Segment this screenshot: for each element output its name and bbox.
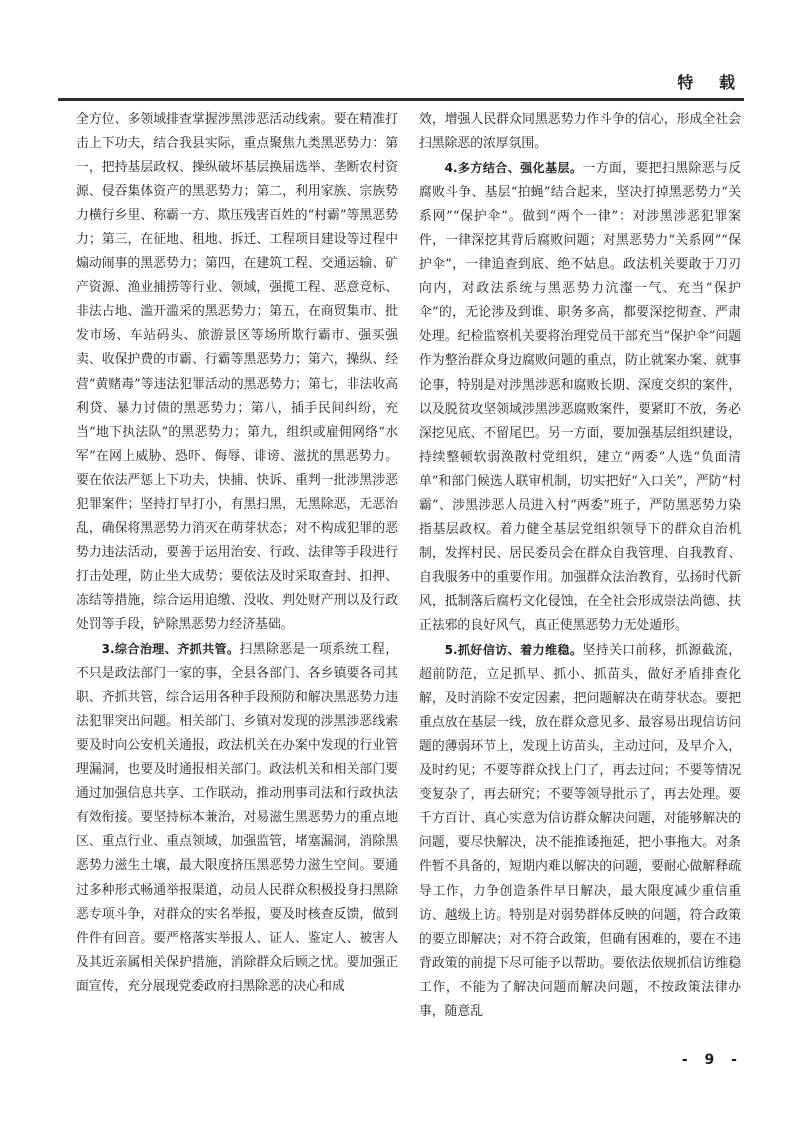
section-heading: 3.综合治理、齐抓共管。: [101, 642, 240, 657]
section-heading: 5.抓好信访、着力维稳。: [444, 643, 583, 658]
page-number: - 9 -: [681, 1052, 743, 1068]
section-heading: 4.多方结合、强化基层。: [444, 161, 583, 176]
paragraph-section-4: [419, 156, 741, 638]
left-column: [76, 108, 398, 999]
paragraph-text: 一方面，要把扫黑除恶与反腐败斗争、基层“拍蝇”结合起来，坚决打掉黑恶势力“关系网”“保护伞”。做到“两个一律”：对涉黑涉恶犯罪案件，一律深挖其背后腐败问题；对黑恶势力“关系网”“保护伞”，一律追查到底、绝不姑息。政法机关要敢于刀刃向内，对政法系统与黑恶势力沆瀣一气、充当“保护伞”的，无论涉及到谁、职务多高，都要深挖彻查、严肃处理。纪检监察机关要将治理党员干部充当“保护伞”问题作为整治群众身边腐败问题的重点，防止就案办案、就事论事，特别是对涉黑涉恶和腐败长期、深度交织的案件，以及脱贫攻坚领域涉黑涉恶腐败案件，要紧盯不放，务必深挖见底、不留尾巴。另一方面，要加强基层组织建设，持续整顿软弱涣散村党组织，建立“两委”人选“负面清单”和部门候选人联审机制，切实把好“入口关”，严防“村霸”、涉黑涉恶人员进入村“两委”班子，严防黑恶势力染指基层政权。着力健全基层党组织领导下的群众自治机制，发挥村民、居民委员会在群众自我管理、自我教育、自我服务中的重要作用。加强群众法治教育，弘扬时代新风，抵制落后腐朽文化侵蚀，在全社会形成崇法尚德、扶正祛邪的良好风气，真正使黑恶势力无处遁形。: [419, 161, 741, 633]
paragraph-text: 坚持关口前移，抓源截流，超前防范，立足抓早、抓小、抓苗头，做好矛盾排查化解，及时消除不安定因素，把问题解决在萌芽状态。要把重点放在基层一线，放在群众意见多、最容易出现信访问题的薄弱环节上，发现上访苗头，主动过问，及早介入，及时约见；不要等群众找上门了，再去过问；不要等情况变复杂了，再去研究；不要等领导批示了，再去处理。要千方百计、真心实意为信访群众解决问题，对能够解决的问题，要尽快解决，决不能推诿拖延，把小事拖大。对条件暂不具备的，短期内难以解决的问题，要耐心做解释疏导工作，力争创造条件早日解决，最大限度减少重信重访、越级上访。特别是对弱势群体反映的问题，符合政策的要立即解决；对不符合政策，但确有困难的，要在不违背政策的前提下尽可能予以帮助。要依法依规抓信访维稳工作，不能为了解决问题而解决问题，不按政策法律办事，随意乱: [419, 643, 741, 1019]
right-column: [419, 108, 741, 1024]
paragraph-text: 扫黑除恶是一项系统工程，不只是政法部门一家的事，全县各部门、各乡镇要各司其职、齐抓共管，综合运用各种手段预防和解决黑恶势力违法犯罪突出问题。相关部门、乡镇对发现的涉黑涉恶线索要及时向公安机关通报，政法机关在办案中发现的行业管理漏洞，也要及时通报相关部门。政法机关和相关部门要通过加强信息共享、工作联动，推动刑事司法和行政执法有效衔接。要坚持标本兼治，对易滋生黑恶势力的重点地区、重点行业、重点领域，加强监管，堵塞漏洞，消除黑恶势力滋生土壤，最大限度挤压黑恶势力滋生空间。要通过多种形式畅通举报渠道，动员人民群众积极投身扫黑除恶专项斗争，对群众的实名举报，要及时核查反馈，做到件件有回音。要严格落实举报人、证人、鉴定人、被害人及其近亲属相关保护措施，消除群众后顾之忧。要加强正面宣传，充分展现党委政府扫黑除恶的决心和成: [76, 642, 398, 994]
paragraph-section-3: [76, 637, 398, 999]
paragraph: 效，增强人民群众同黑恶势力作斗争的信心，形成全社会扫黑除恶的浓厚氛围。: [419, 112, 741, 152]
header-rule: [58, 98, 744, 101]
paragraph: 全方位、多领域排查掌握涉黑涉恶活动线索。要在精准打击上下功夫，结合我县实际，重点聚焦九类黑恶势力：第一，把持基层政权、操纵破坏基层换届选举、垄断农村资源、侵吞集体资产的黑恶势力；第二，利用家族、宗族势力横行乡里、称霸一方、欺压残害百姓的“村霸”等黑恶势力；第三，在征地、租地、拆迁、工程项目建设等过程中煽动闹事的黑恶势力；第四，在建筑工程、交通运输、矿产资源、渔业捕捞等行业、领域，强揽工程、恶意竞标、非法占地、滥开滥采的黑恶势力；第五，在商贸集市、批发市场、车站码头、旅游景区等场所欺行霸市、强买强卖、收保护费的市霸、行霸等黑恶势力；第六，操纵、经营“黄赌毒”等违法犯罪活动的黑恶势力；第七，非法收高利贷、暴力讨债的黑恶势力；第八，插手民间纠纷，充当“地下执法队”的黑恶势力；第九，组织或雇佣网络“水军”在网上威胁、恐吓、侮辱、诽谤、滋扰的黑恶势力。要在依法严惩上下功夫，快捕、快诉、重判一批涉黑涉恶犯罪案件；坚持打早打小，有黑扫黑，无黑除恶，无恶治乱，确保将黑恶势力消灭在萌芽状态；对不构成犯罪的恶势力违法活动，要善于运用治安、行政、法律等手段进行打击处理，防止坐大成势；要依法及时采取查封、扣押、冻结等措施，综合运用追缴、没收、判处财产刑以及行政处罚等手段，铲除黑恶势力经济基础。: [76, 112, 398, 632]
section-label: 特 载: [677, 73, 745, 92]
paragraph-section-5: [419, 638, 741, 1024]
